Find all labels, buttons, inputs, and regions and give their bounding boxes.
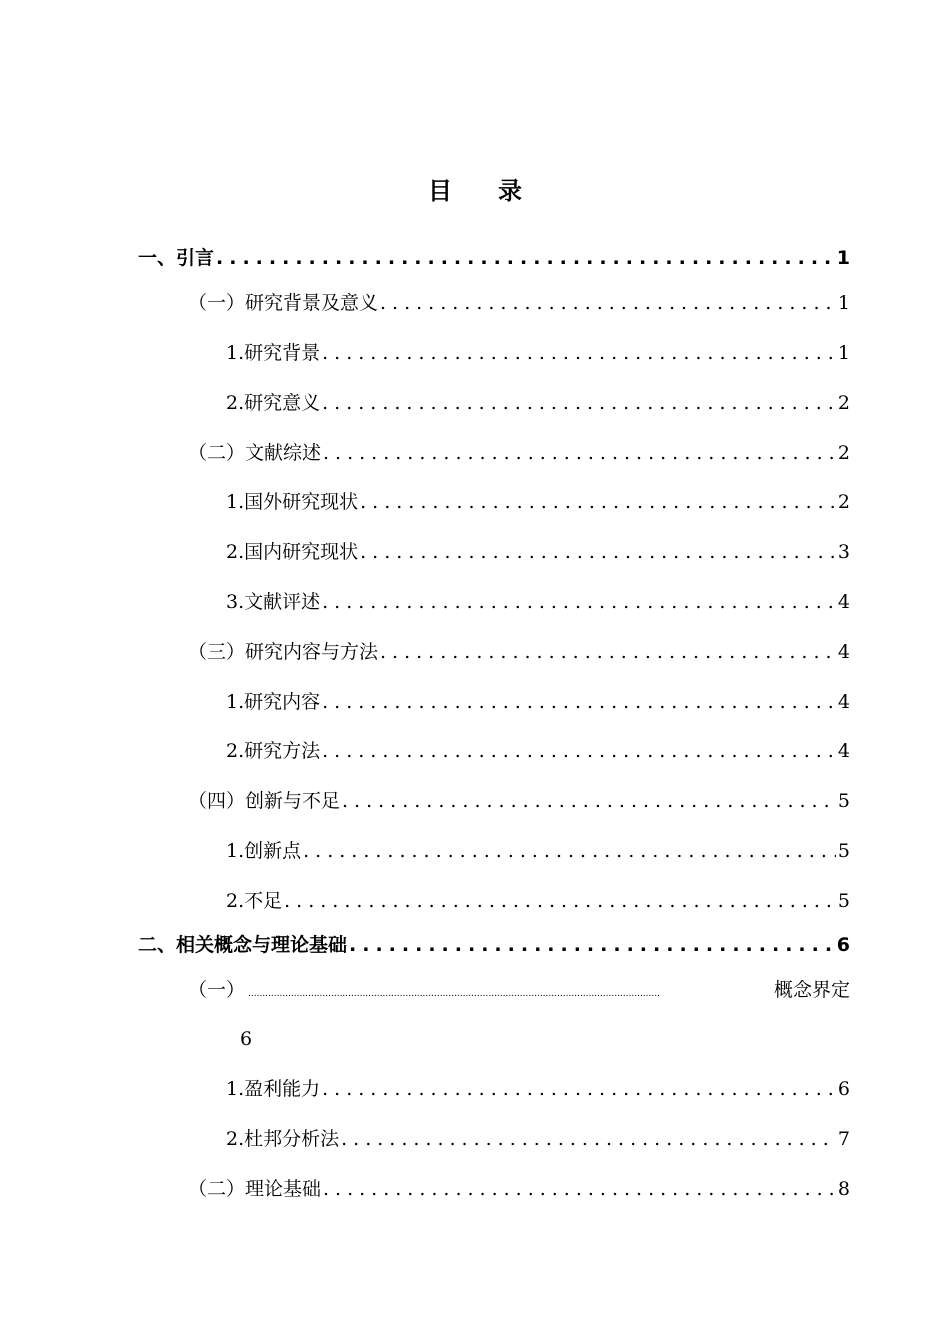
toc-entry-page: 6 xyxy=(836,934,850,956)
toc-leader-dots xyxy=(322,388,836,418)
toc-leader-dots xyxy=(284,886,836,916)
toc-leader-dots xyxy=(349,930,835,960)
toc-entry-label: （一） xyxy=(188,979,246,1001)
toc-entry-page: 1 xyxy=(837,342,850,364)
toc-entry-level1[interactable] xyxy=(138,243,850,273)
toc-leader-dots xyxy=(322,687,836,717)
toc-entry-level3[interactable] xyxy=(226,687,850,717)
toc-entry-label: 3.文献评述 xyxy=(226,591,321,613)
toc-entry-label: （二）理论基础 xyxy=(188,1178,322,1200)
toc-entry-label: 1.国外研究现状 xyxy=(226,491,359,513)
toc-entry-label: 2.杜邦分析法 xyxy=(226,1128,340,1150)
toc-entry-page: 4 xyxy=(837,740,850,762)
toc-leader-dots xyxy=(248,983,771,1005)
toc-entry-label: （一）研究背景及意义 xyxy=(188,292,379,314)
toc-entry-page: 1 xyxy=(836,247,850,269)
toc-entry-label: 2.不足 xyxy=(226,890,283,912)
toc-entry-level3[interactable] xyxy=(226,836,850,866)
toc-entry-level2[interactable] xyxy=(188,288,850,318)
toc-entry-page: 7 xyxy=(837,1128,850,1150)
toc-entry-page: 3 xyxy=(837,541,850,563)
toc-entry-label: （四）创新与不足 xyxy=(188,790,341,812)
toc-entry-page: 5 xyxy=(837,890,850,912)
toc-leader-dots xyxy=(322,587,836,617)
toc-entry-page: 5 xyxy=(837,840,850,862)
toc-entry-label: 1.研究内容 xyxy=(226,691,321,713)
toc-entry-page: 4 xyxy=(837,591,850,613)
toc-entry-label: 1.盈利能力 xyxy=(226,1078,321,1100)
toc-entry-page: 4 xyxy=(837,641,850,663)
toc-leader-dots xyxy=(341,1124,836,1154)
toc-entry-level2[interactable] xyxy=(188,786,850,816)
toc-entry-page: 5 xyxy=(837,790,850,812)
toc-entry-level3[interactable] xyxy=(226,487,850,517)
toc-title-char-2: 录 xyxy=(498,176,522,205)
toc-entry-label: 2.国内研究现状 xyxy=(226,541,359,563)
toc-entry-label: 二、相关概念与理论基础 xyxy=(138,934,348,956)
toc-title-char-1: 目 xyxy=(428,176,452,205)
toc-entry-title-text: 概念界定 xyxy=(773,979,850,1001)
toc-leader-dots xyxy=(380,637,836,667)
toc-entry-page-wrapped: 6 xyxy=(240,1028,253,1050)
toc-entry-label: 2.研究方法 xyxy=(226,740,321,762)
toc-entry-label: 1.创新点 xyxy=(226,840,302,862)
toc-entry-label: 一、引言 xyxy=(138,247,215,269)
toc-entry-label: 2.研究意义 xyxy=(226,392,321,414)
toc-leader-dots xyxy=(322,736,836,766)
toc-leader-dots xyxy=(380,288,836,318)
toc-leader-dots xyxy=(216,243,835,273)
toc-leader-dots xyxy=(322,1074,836,1104)
toc-entry-level3[interactable] xyxy=(226,1074,850,1104)
toc-title xyxy=(0,168,950,208)
toc-entry-label: （二）文献综述 xyxy=(188,442,322,464)
toc-entry-page: 2 xyxy=(837,442,850,464)
toc-entry-page: 6 xyxy=(837,1078,850,1100)
toc-entry-page: 8 xyxy=(837,1178,850,1200)
toc-entry-level3[interactable] xyxy=(226,587,850,617)
toc-entry-level3[interactable] xyxy=(226,1124,850,1154)
toc-entry-page: 2 xyxy=(837,392,850,414)
toc-leader-dots xyxy=(323,1174,836,1204)
toc-entry-page: 4 xyxy=(837,691,850,713)
toc-entry-page: 2 xyxy=(837,491,850,513)
toc-entry-level2[interactable] xyxy=(188,637,850,667)
toc-entry-level1[interactable] xyxy=(138,930,850,960)
toc-leader-dots xyxy=(360,487,836,517)
toc-leader-dots xyxy=(360,537,836,567)
toc-leader-dots xyxy=(303,836,836,866)
toc-entry-level3[interactable] xyxy=(226,388,850,418)
toc-entry-level2-wrapped[interactable] xyxy=(188,975,850,1005)
toc-entry-label: 1.研究背景 xyxy=(226,342,321,364)
toc-entry-level3[interactable] xyxy=(226,338,850,368)
toc-leader-dots xyxy=(323,438,836,468)
toc-entry-level3[interactable] xyxy=(226,886,850,916)
toc-leader-dots xyxy=(342,786,836,816)
toc-entry-level3[interactable] xyxy=(226,736,850,766)
toc-entry-level2[interactable] xyxy=(188,1174,850,1204)
toc-entry-page: 1 xyxy=(837,292,850,314)
toc-entry-level2[interactable] xyxy=(188,438,850,468)
toc-entry-label: （三）研究内容与方法 xyxy=(188,641,379,663)
toc-leader-dots xyxy=(322,338,836,368)
toc-entry-level3[interactable] xyxy=(226,537,850,567)
